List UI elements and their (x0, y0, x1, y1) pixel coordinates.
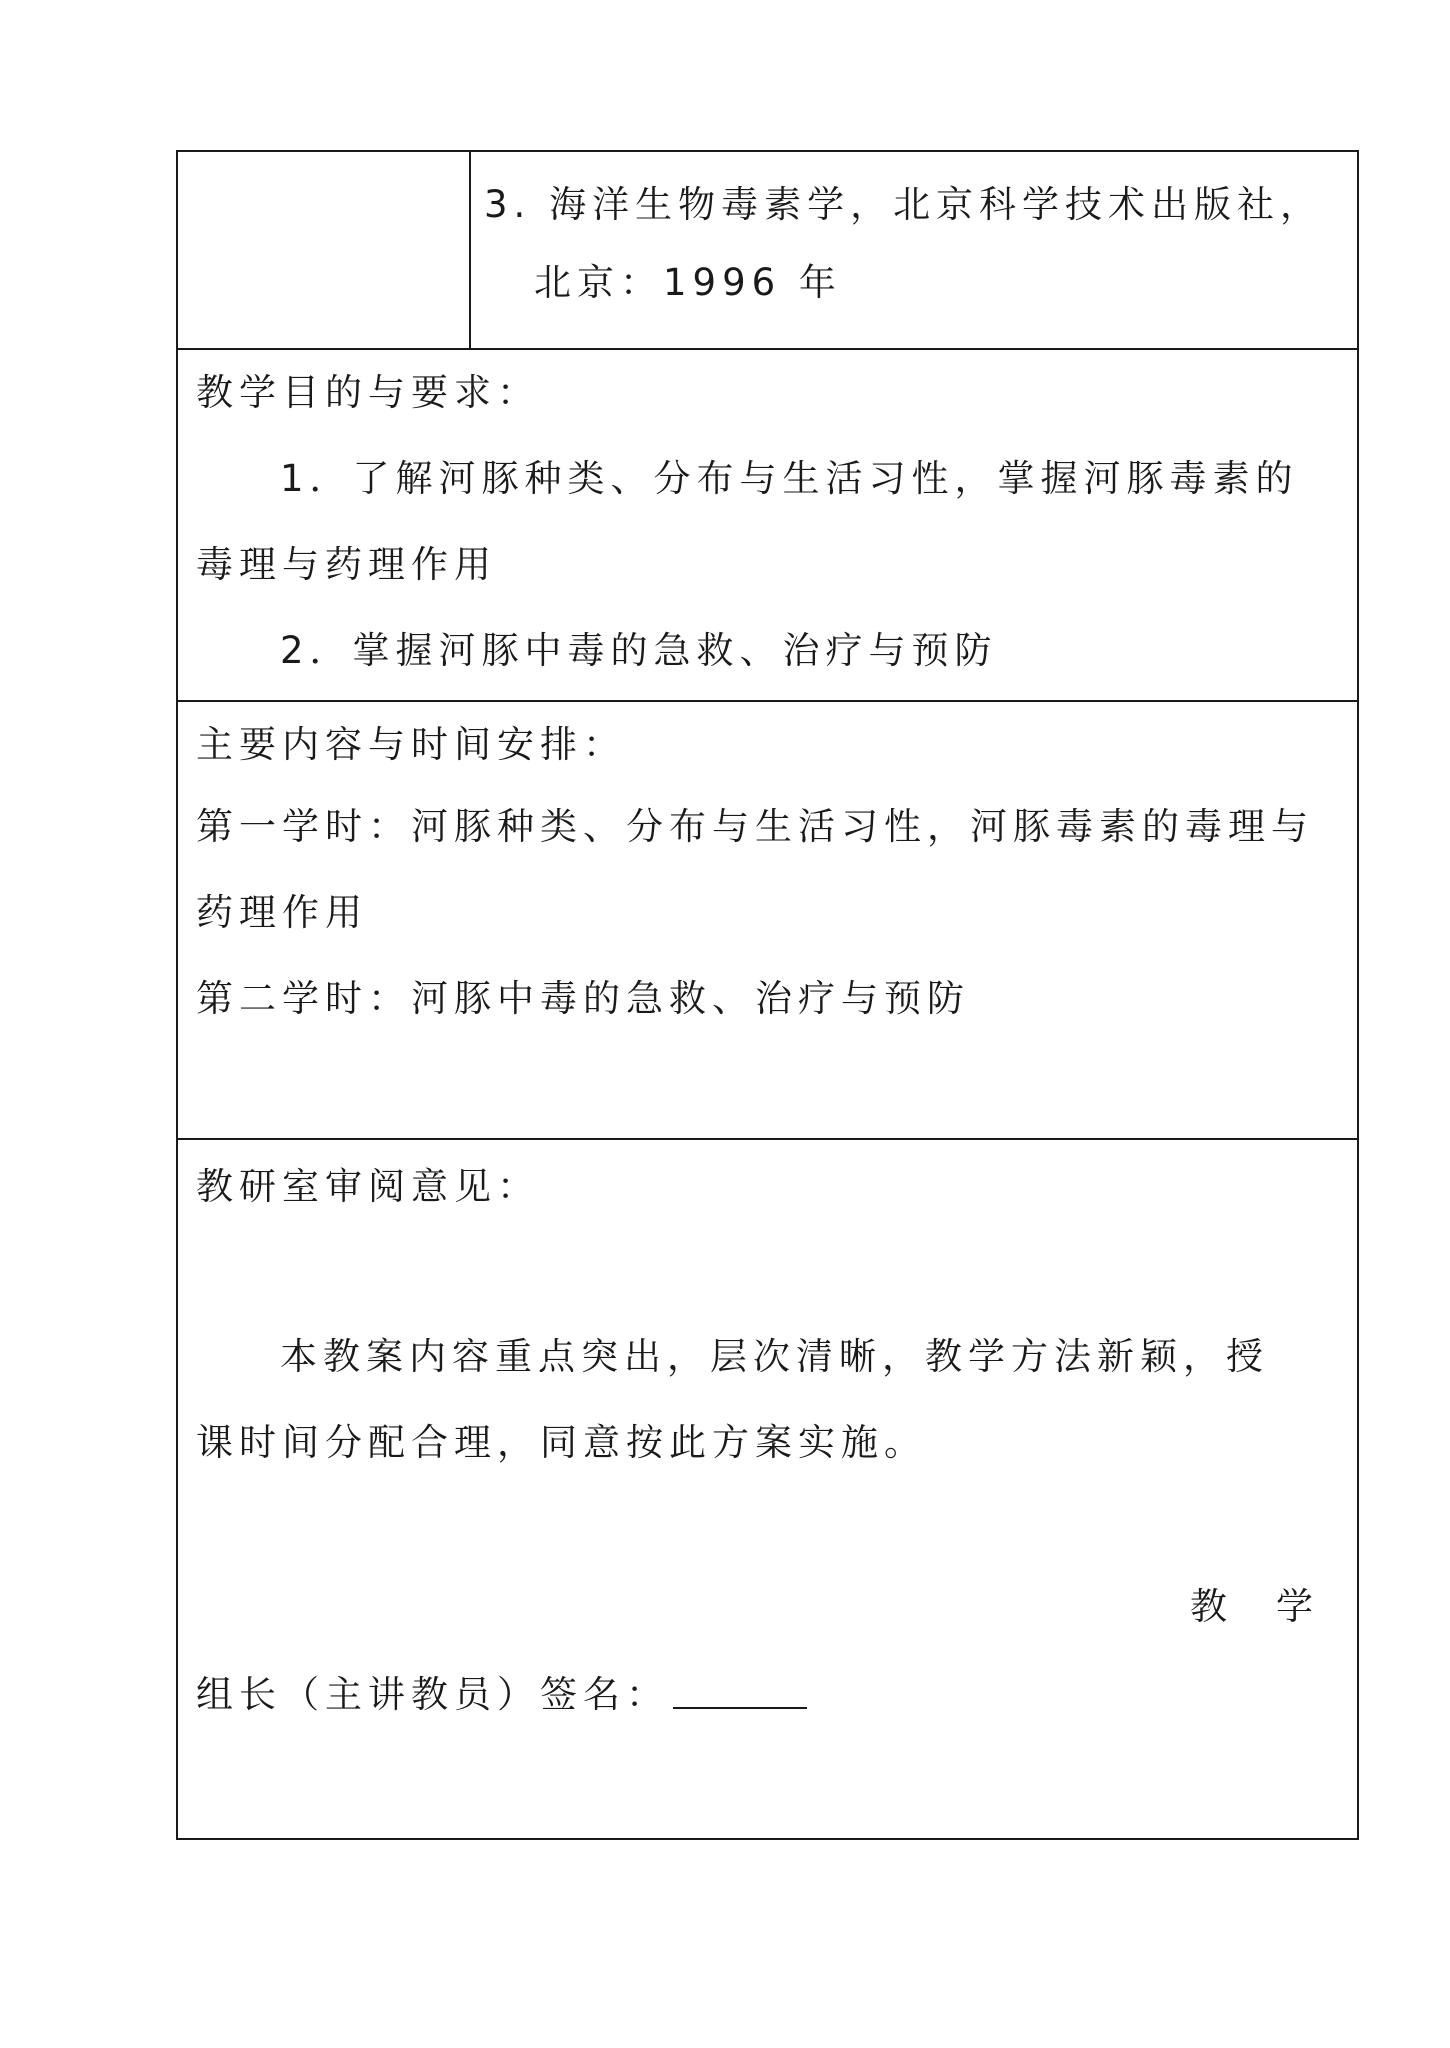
review-heading: 教研室审阅意见： (196, 1165, 540, 1208)
signature-label-line-1: 教 学 (1190, 1585, 1319, 1628)
objective-item-1-line-2: 毒理与药理作用 (196, 543, 497, 586)
signature-blank[interactable] (673, 1707, 807, 1709)
schedule-hour-1-line-2: 药理作用 (196, 891, 368, 934)
schedule-hour-2: 第二学时：河豚中毒的急救、治疗与预防 (196, 977, 970, 1020)
reference-row (178, 152, 1357, 350)
review-row (178, 1140, 1357, 1838)
reference-item-3-line-2: 北京：1996 年 (534, 261, 842, 304)
review-opinion-line-1: 本教案内容重点突出，层次清晰，教学方法新颖，授 (280, 1335, 1269, 1378)
schedule-heading: 主要内容与时间安排： (196, 723, 626, 766)
review-opinion-line-2: 课时间分配合理，同意按此方案实施。 (196, 1421, 927, 1464)
reference-label-cell (178, 152, 471, 348)
objectives-heading: 教学目的与要求： (196, 371, 540, 414)
schedule-row (178, 702, 1357, 1140)
signature-row (196, 1673, 807, 1716)
objective-item-2: 2．掌握河豚中毒的急救、治疗与预防 (280, 629, 998, 672)
schedule-hour-1-line-1: 第一学时：河豚种类、分布与生活习性，河豚毒素的毒理与 (196, 805, 1314, 848)
objective-item-1-line-1: 1．了解河豚种类、分布与生活习性，掌握河豚毒素的 (280, 457, 1299, 500)
lesson-plan-table (176, 150, 1359, 1840)
objectives-row (178, 350, 1357, 702)
signature-label-line-2: 组长（主讲教员）签名： (196, 1673, 669, 1716)
reference-item-3-line-1: 3. 海洋生物毒素学，北京科学技术出版社， (484, 183, 1324, 226)
